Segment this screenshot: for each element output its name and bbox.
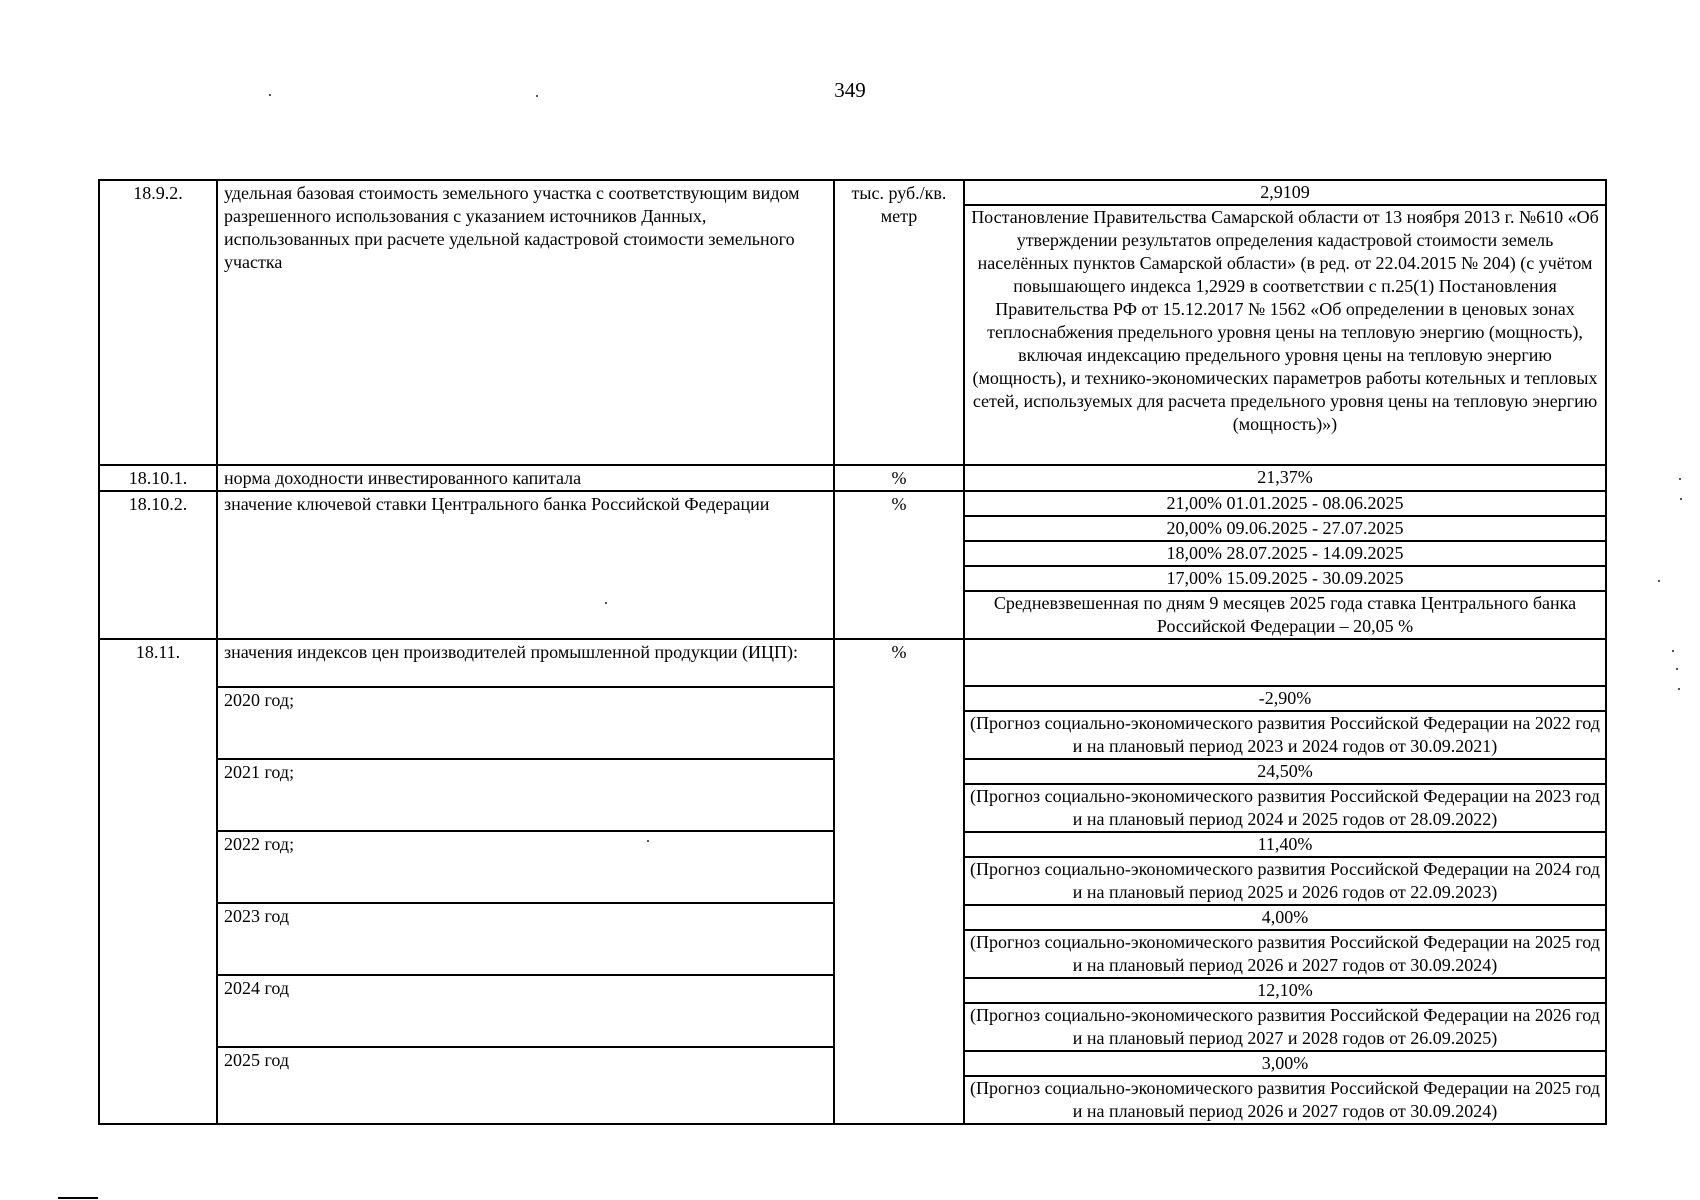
year-label: 2025 год [218,1046,833,1123]
index-source: (Прогноз социально-экономического развития Российской Федерации на 2024 год и на плановый период 2025 и 2026 годов от 22.09.2023) [965,856,1605,904]
table-row [99,639,1606,1124]
rate-period: 18,00% 28.07.2025 - 14.09.2025 [965,540,1605,565]
index-source: (Прогноз социально-экономического развития Российской Федерации на 2025 год и на плановый период 2026 и 2027 годов от 30.09.2024) [965,1075,1605,1123]
year-label: 2024 год [218,974,833,1046]
data-table [98,179,1607,1125]
index-value: 4,00% [965,904,1605,929]
year-label: 2022 год; [218,830,833,902]
value-cell: 21,37% [1257,467,1313,487]
empty-header-cell [965,640,1605,685]
row-unit: % [834,491,964,639]
index-source: (Прогноз социально-экономического развития Российской Федерации на 2025 год и на плановый период 2026 и 2027 годов от 30.09.2024) [965,929,1605,977]
row-unit: % [834,465,964,491]
year-label: 2020 год; [218,686,833,758]
row-code: 18.10.1. [99,465,217,491]
value-cell: 2,9109 [1260,182,1310,202]
row-code: 18.10.2. [99,491,217,639]
row-description: значение ключевой ставки Центрального банка Российской Федерации [217,491,834,639]
index-value: 11,40% [965,831,1605,856]
row-unit: тыс. руб./кв. метр [834,180,964,465]
row-description: значения индексов цен производителей промышленной продукции (ИЦП): [224,642,798,662]
page-number: 349 [834,78,866,102]
footnote-rule [58,1197,98,1199]
row-code: 18.11. [99,639,217,1124]
rate-period: 17,00% 15.09.2025 - 30.09.2025 [965,565,1605,590]
row-description: удельная базовая стоимость земельного участка с соответствующим видом разрешенного использования с указанием источников Данных, использованных при расчете удельной кадастровой стоимости земельного участка [217,180,834,465]
rate-period: 20,00% 09.06.2025 - 27.07.2025 [965,515,1605,540]
index-value: 3,00% [965,1050,1605,1075]
index-value: 12,10% [965,977,1605,1002]
row-unit: % [834,639,964,1124]
table-row [99,491,1606,639]
row-code: 18.9.2. [99,180,217,465]
year-label: 2023 год [218,902,833,974]
index-source: (Прогноз социально-экономического развития Российской Федерации на 2023 год и на плановый период 2024 и 2025 годов от 28.09.2022) [965,783,1605,831]
weighted-average-rate: Средневзвешенная по дням 9 месяцев 2025 года ставка Центрального банка Российской Федерации – 20,05 % [965,590,1605,638]
index-value: 24,50% [965,758,1605,783]
index-source: (Прогноз социально-экономического развития Российской Федерации на 2022 год и на плановый период 2023 и 2024 годов от 30.09.2021) [965,710,1605,758]
table-row [99,465,1606,491]
row-description: норма доходности инвестированного капитала [217,465,834,491]
index-value: -2,90% [965,685,1605,710]
index-source: (Прогноз социально-экономического развития Российской Федерации на 2026 год и на плановый период 2027 и 2028 годов от 26.09.2025) [965,1002,1605,1050]
table-row [99,180,1606,465]
rate-period: 21,00% 01.01.2025 - 08.06.2025 [1166,493,1404,513]
year-label: 2021 год; [218,758,833,830]
source-cell: Постановление Правительства Самарской области от 13 ноября 2013 г. №610 «Об утверждении результатов определения кадастровой стоимости земель населённых пунктов Самарской области» (в ред. от 22.04.2015 № 204) (с учётом повышающего индекса 1,2929 в соответствии с п.25(1) Постановления Правительства РФ от 15.12.2017 № 1562 «Об определении в ценовых зонах теплоснабжения предельного уровня цены на тепловую энергию (мощность), включая индексацию предельного уровня цены на тепловую энергию (мощность), и технико-экономических параметров работы котельных и тепловых сетей, используемых для расчета предельного уровня цены на тепловую энергию (мощность)») [965,204,1605,464]
